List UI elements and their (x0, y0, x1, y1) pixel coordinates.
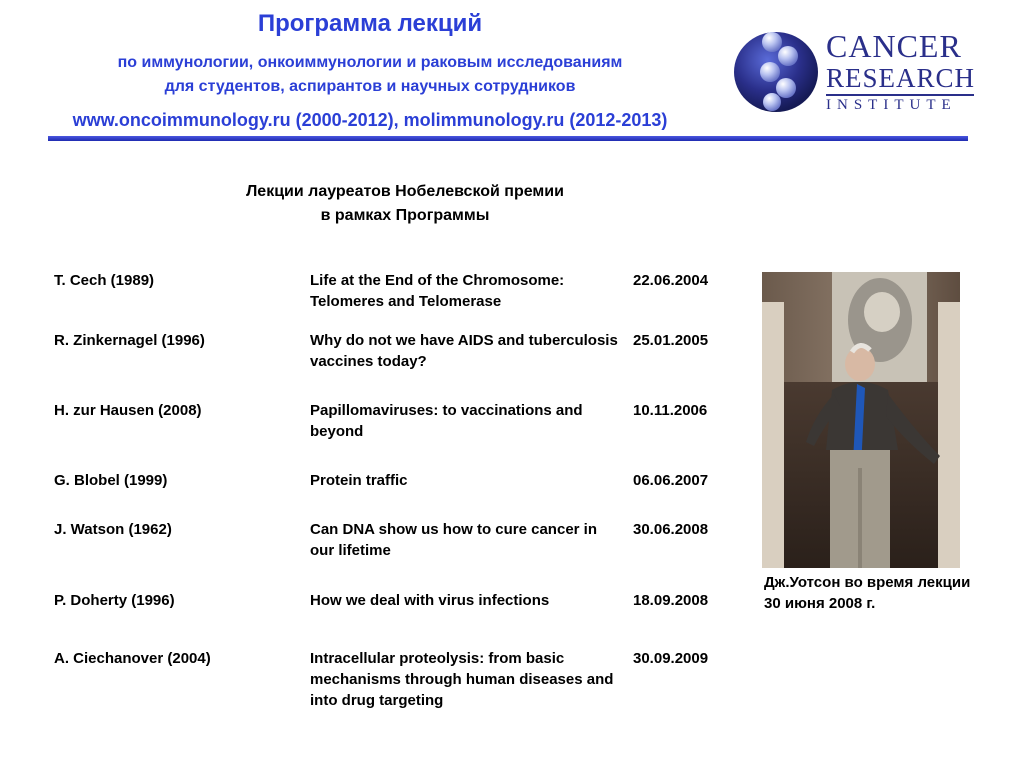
program-subtitle-line2: для студентов, аспирантов и научных сотрудников (164, 78, 576, 95)
lecture-date: 06.06.2007 (633, 472, 709, 489)
lecturer-name: A. Ciechanover (2004) (54, 650, 211, 667)
lecture-topic: Protein traffic (310, 472, 408, 489)
lecturer-name: P. Doherty (1996) (54, 592, 175, 609)
logo-divider (826, 94, 974, 96)
lecturer-name: J. Watson (1962) (54, 521, 172, 538)
lecturer-name: R. Zinkernagel (1996) (54, 332, 205, 349)
lecture-topic: Life at the End of the Chromosome: Telomeres and Telomerase (310, 272, 565, 310)
logo-text-institute: INSTITUTE (826, 97, 957, 113)
lecture-topic: Can DNA show us how to cure cancer in our lifetime (310, 521, 597, 559)
lecture-date: 10.11.2006 (633, 402, 708, 419)
lecture-topic: How we deal with virus infections (310, 592, 550, 609)
program-title: Программа лекций (257, 10, 483, 37)
lecturer-name: G. Blobel (1999) (54, 472, 168, 489)
lecturer-name: H. zur Hausen (2008) (54, 402, 202, 419)
lecture-photo (762, 272, 960, 568)
lecture-date: 30.09.2009 (633, 650, 709, 667)
section-title-line1: Лекции лауреатов Нобелевской премии (246, 183, 564, 200)
lecture-date: 22.06.2004 (633, 272, 709, 289)
section-title-line2: в рамках Программы (320, 207, 490, 224)
lecture-date: 30.06.2008 (633, 521, 709, 538)
section-title (170, 180, 640, 228)
lecture-topic: Papillomaviruses: to vaccinations and beyond (310, 402, 583, 440)
photo-caption: Дж.Уотсон во время лекции 30 июня 2008 г. (764, 574, 971, 612)
lecture-topic: Intracellular proteolysis: from basic mechanisms through human diseases and into drug targeting (310, 650, 614, 709)
header-divider (48, 136, 968, 141)
lecturer-name: T. Cech (1989) (54, 272, 155, 289)
program-websites: www.oncoimmunology.ru (2000-2012), molimmunology.ru (2012-2013) (72, 110, 668, 130)
logo-text-cancer: CANCER (826, 28, 962, 64)
lecture-topic: Why do not we have AIDS and tuberculosis vaccines today? (310, 332, 618, 370)
program-subtitle-line1: по иммунологии, онкоиммунологии и раковым исследованиям (117, 54, 623, 71)
lecture-date: 25.01.2005 (633, 332, 709, 349)
logo-text-research: RESEARCH (826, 63, 976, 93)
lecturer-photo-illustration (762, 272, 960, 568)
lecture-date: 18.09.2008 (633, 592, 709, 609)
